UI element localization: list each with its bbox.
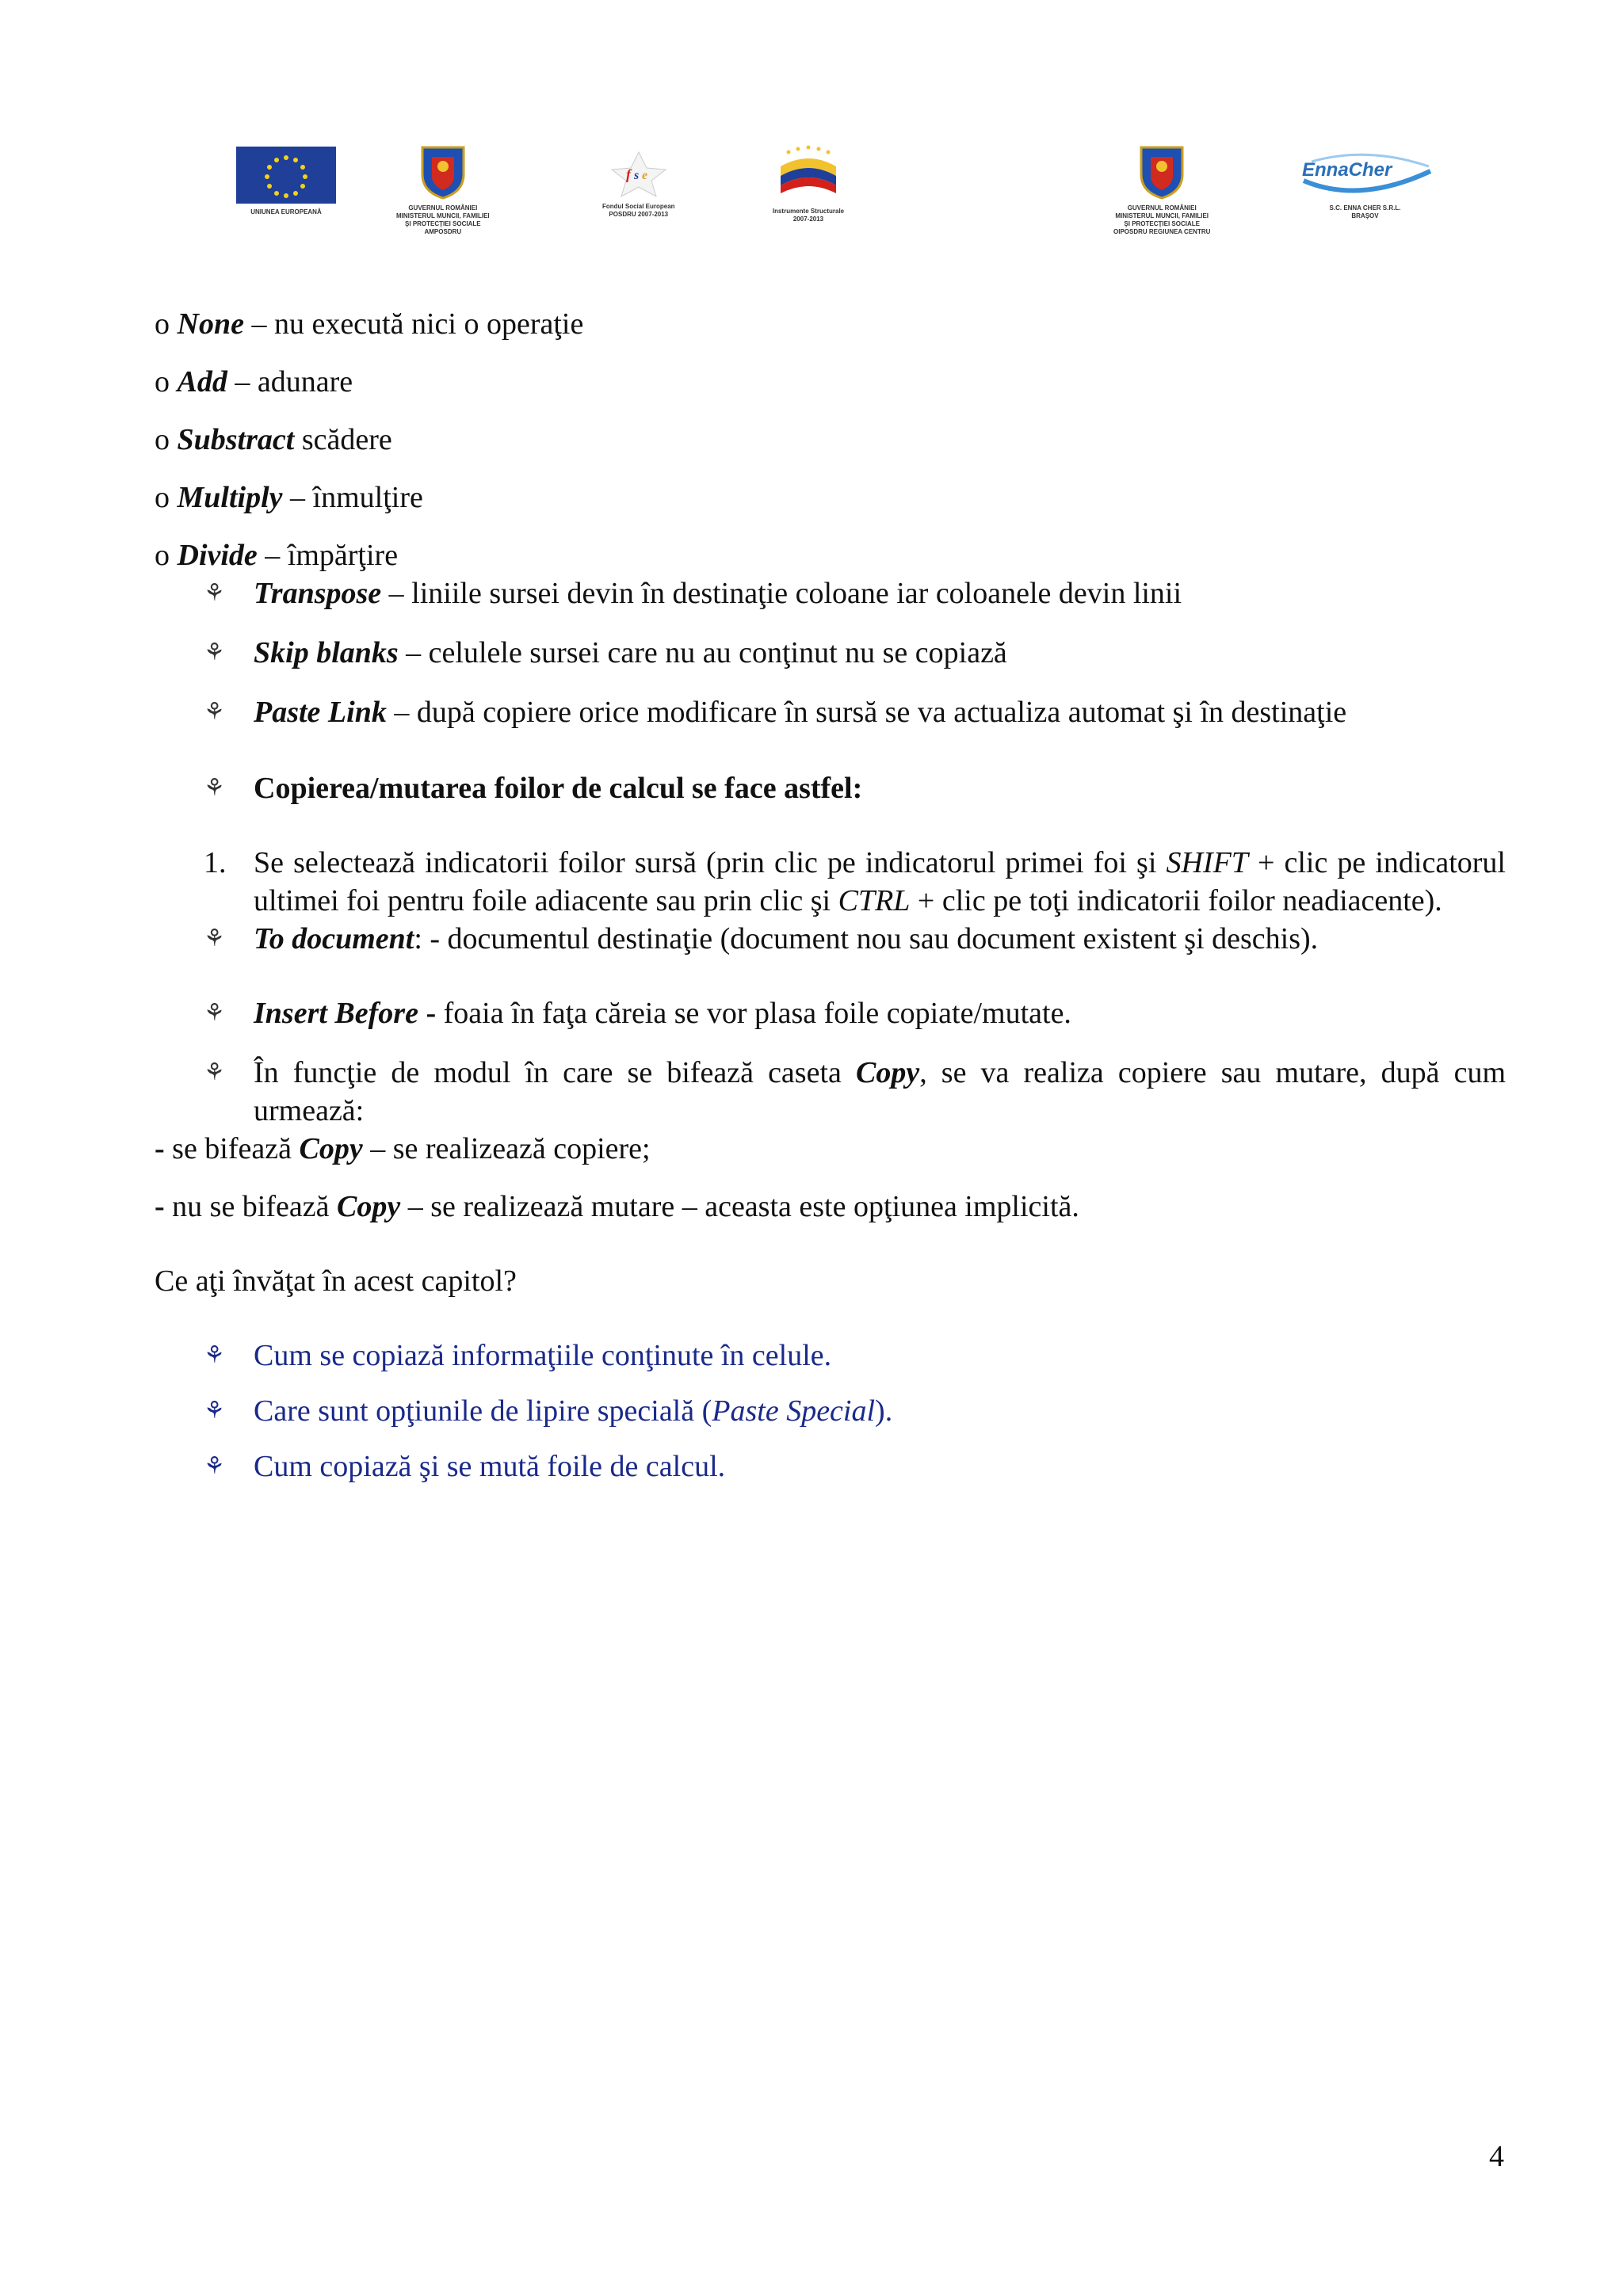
romania-coat-logo [396,143,490,236]
page-number: 4 [1489,2140,1504,2173]
fse-logo [602,151,675,219]
bullet-icon: ⚘ [204,579,225,607]
logo-caption: GUVERNUL ROMÂNIEI MINISTERUL MUNCII, FAMILIEI ŞI PROTECŢIEI SOCIALE OIPOSDRU REGIUNEA CENTRU [1113,204,1211,235]
eu-flag-logo [236,147,336,216]
instrumente-structurale-logo [765,143,852,223]
eu-flag-icon [236,147,336,204]
operation-add: o Add – adunare [155,365,353,399]
summary-item-1: ⚘ Cum se copiază informaţiile conţinute în celule. [155,1337,1506,1375]
bullet-icon: ⚘ [204,1452,225,1480]
bullet-icon: ⚘ [204,1058,225,1086]
dash-item-move: - nu se bifează Copy – se realizează mutare – aceasta este opţiunea implicită. [155,1190,1079,1223]
svg-text:s: s [633,169,640,182]
bullet-transpose: ⚘ Transpose – liniile sursei devin în destinaţie coloane iar coloanele devin linii [155,574,1506,612]
romania-coat-logo-2 [1113,143,1210,236]
bullet-copy-note: ⚘ În funcţie de modul în care se bifează caseta Copy, se va realiza copiere sau mutare, după cum urmează: [155,1054,1506,1130]
svg-text:e: e [641,169,647,182]
bullet-skip-blanks: ⚘ Skip blanks – celulele sursei care nu au conţinut nu se copiază [155,634,1506,672]
ennacher-logo [1296,149,1434,220]
svg-text:EnnaCher: EnnaCher [1302,159,1392,181]
structural-instruments-icon [765,143,852,203]
logo-caption: Instrumente Structurale 2007-2013 [772,208,845,223]
summary-item-3: ⚘ Cum copiază şi se mută foile de calcul. [155,1447,1506,1486]
bullet-icon: ⚘ [204,999,225,1027]
bullet-insert-before: ⚘ Insert Before - foaia în faţa căreia se vor plasa foile copiate/mutate. [155,994,1506,1032]
operation-divide: o Divide – împărţire [155,539,399,572]
logo-caption: S.C. ENNA CHER S.R.L. BRAŞOV [1329,204,1401,219]
logo-caption: UNIUNEA EUROPEANĂ [250,208,322,215]
operation-substract: o Substract scădere [155,423,392,456]
header-logos [0,143,1623,254]
logo-caption: GUVERNUL ROMÂNIEI MINISTERUL MUNCII, FAMILIEI ŞI PROTECŢIEI SOCIALE AMPOSDRU [396,204,490,235]
section-heading: ⚘ Copierea/mutarea foilor de calcul se face astfel: [155,769,1506,807]
bullet-icon: ⚘ [204,1341,225,1369]
bullet-icon: ⚘ [204,698,225,726]
operation-multiply: o Multiply – înmulţire [155,481,423,514]
bullet-icon: ⚘ [204,1397,225,1425]
summary-item-2: ⚘ Care sunt opţiunile de lipire specială (Paste Special). [155,1392,1506,1430]
svg-text:f: f [625,166,631,182]
coat-of-arms-icon [1136,143,1187,200]
bullet-to-document: ⚘ To document: - documentul destinaţie (document nou sau document existent şi deschis). [155,920,1506,958]
bullet-icon: ⚘ [204,925,225,952]
fse-icon [607,151,670,198]
chapter-question: Ce aţi învăţat în acest capitol? [155,1264,517,1298]
bullet-paste-link: ⚘ Paste Link – după copiere orice modificare în sursă se va actualiza automat şi în destinaţie [155,693,1506,731]
document-body [155,305,1506,1486]
operation-none: o None – nu execută nici o operaţie [155,307,584,341]
dash-item-copy: - se bifează Copy – se realizează copiere; [155,1132,651,1165]
bullet-icon: ⚘ [204,774,225,802]
numbered-step-1: 1. Se selectează indicatorii foilor sursă (prin clic pe indicatorul primei foi şi SHIFT + clic pe indicatorul ultimei foi pentru foile adiacente sau prin clic şi CTRL + clic pe toţi indicatorii foilor neadiacente). [204,846,1506,917]
ennacher-icon [1296,149,1434,200]
bullet-icon: ⚘ [204,639,225,666]
logo-caption: Fondul Social European POSDRU 2007-2013 [602,203,675,218]
coat-of-arms-icon [418,143,468,200]
